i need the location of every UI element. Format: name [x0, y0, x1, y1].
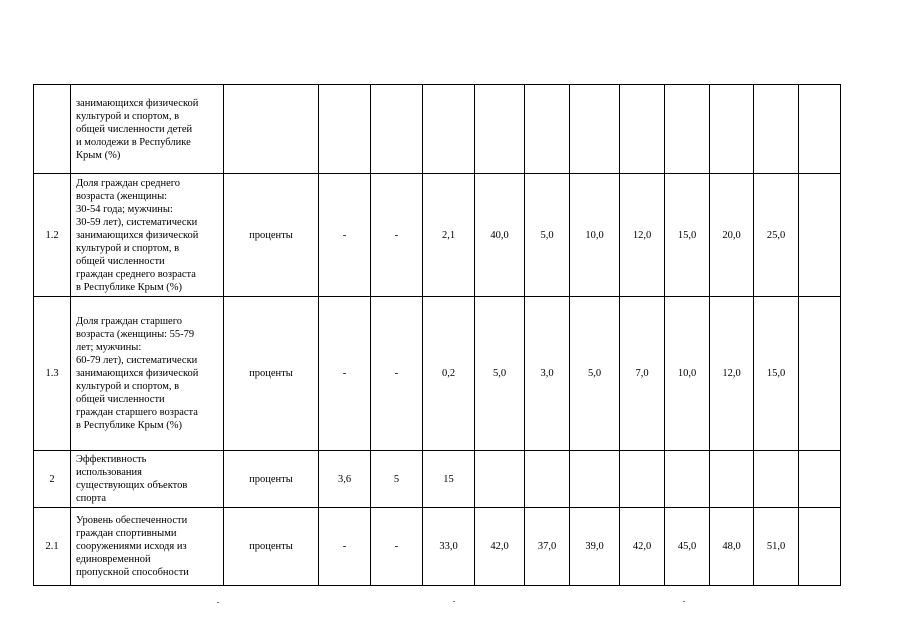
value-cell: 48,0: [710, 508, 754, 586]
indicator-description: [71, 451, 224, 508]
description-line: Доля граждан среднего: [76, 177, 181, 189]
value-cell: 20,0: [710, 174, 754, 297]
value-cell: [710, 451, 754, 508]
table-row: [34, 451, 841, 508]
value-cell: [754, 85, 799, 174]
description-line: Уровень обеспеченности: [76, 515, 188, 526]
value-cell: 15,0: [754, 297, 799, 451]
description-line: Крым (%): [76, 149, 121, 161]
value-cell: 12,0: [710, 297, 754, 451]
scan-speck: [683, 601, 685, 602]
value-cell: 3,0: [525, 297, 570, 451]
description-line: Доля граждан старшего: [76, 316, 183, 327]
value-cell: [570, 451, 620, 508]
value-cell: [710, 85, 754, 174]
description-line: сооружениями исходя из: [76, 541, 187, 552]
row-number: 1.3: [34, 297, 71, 451]
value-cell: 5,0: [570, 297, 620, 451]
value-cell: [525, 451, 570, 508]
value-cell: 5: [371, 451, 423, 508]
value-cell: 37,0: [525, 508, 570, 586]
value-cell: 42,0: [620, 508, 665, 586]
value-cell: 15: [423, 451, 475, 508]
value-cell: 40,0: [475, 174, 525, 297]
value-cell: 33,0: [423, 508, 475, 586]
value-cell: 0,2: [423, 297, 475, 451]
unit-cell: [224, 85, 319, 174]
description-line: культурой и спортом, в: [76, 110, 180, 122]
value-cell: 42,0: [475, 508, 525, 586]
value-cell: [319, 85, 371, 174]
unit-cell: проценты: [224, 297, 319, 451]
value-cell: 7,0: [620, 297, 665, 451]
row-number: 2.1: [34, 508, 71, 586]
description-line: граждан спортивными: [76, 528, 177, 539]
value-cell: [423, 85, 475, 174]
description-line: граждан старшего возраста: [76, 407, 198, 418]
description-line: лет; мужчины:: [76, 342, 142, 353]
table-row: [34, 85, 841, 174]
value-cell: 51,0: [754, 508, 799, 586]
value-cell: [665, 451, 710, 508]
description-line: и молодежи в Республике: [76, 136, 191, 148]
value-cell: [371, 85, 423, 174]
description-line: общей численности: [76, 394, 165, 405]
value-cell: -: [319, 508, 371, 586]
row-number: 2: [34, 451, 71, 508]
indicator-description: [71, 85, 224, 174]
value-cell: 39,0: [570, 508, 620, 586]
description-line: возраста (женщины:: [76, 190, 168, 202]
row-number: [34, 85, 71, 174]
description-line: занимающихся физической: [76, 368, 199, 379]
indicators-table: [33, 84, 841, 586]
value-cell: 25,0: [754, 174, 799, 297]
value-cell: [799, 85, 841, 174]
value-cell: -: [319, 174, 371, 297]
description-line: возраста (женщины: 55-79: [76, 329, 195, 340]
value-cell: [475, 85, 525, 174]
row-number: 1.2: [34, 174, 71, 297]
value-cell: [525, 85, 570, 174]
value-cell: 12,0: [620, 174, 665, 297]
description-line: существующих объектов: [76, 480, 188, 491]
description-line: 30-59 лет), систематически: [76, 216, 198, 228]
description-line: единовременной: [76, 554, 151, 565]
unit-cell: проценты: [224, 508, 319, 586]
description-line: в Республике Крым (%): [76, 281, 182, 293]
value-cell: 3,6: [319, 451, 371, 508]
value-cell: 5,0: [475, 297, 525, 451]
value-cell: -: [371, 297, 423, 451]
description-line: Эффективность: [76, 454, 147, 465]
value-cell: [799, 508, 841, 586]
description-line: общей численности детей: [76, 123, 193, 135]
value-cell: [799, 297, 841, 451]
value-cell: [620, 451, 665, 508]
value-cell: -: [319, 297, 371, 451]
description-line: спорта: [76, 493, 107, 504]
indicator-description: [71, 297, 224, 451]
indicator-description: [71, 174, 224, 297]
description-line: занимающихся физической: [76, 97, 199, 109]
description-line: граждан среднего возраста: [76, 268, 196, 280]
description-line: культурой и спортом, в: [76, 242, 180, 254]
value-cell: [799, 451, 841, 508]
table-row: [34, 174, 841, 297]
table-row: [34, 508, 841, 586]
table-row: [34, 297, 841, 451]
value-cell: -: [371, 174, 423, 297]
scan-speck: [453, 601, 455, 602]
description-line: 60-79 лет), систематически: [76, 355, 198, 366]
value-cell: [570, 85, 620, 174]
value-cell: [665, 85, 710, 174]
description-line: использования: [76, 467, 142, 478]
description-line: культурой и спортом, в: [76, 381, 180, 392]
value-cell: 10,0: [665, 297, 710, 451]
unit-cell: проценты: [224, 451, 319, 508]
value-cell: [754, 451, 799, 508]
unit-cell: проценты: [224, 174, 319, 297]
value-cell: [620, 85, 665, 174]
value-cell: [799, 174, 841, 297]
scan-speck: [217, 602, 219, 603]
value-cell: 45,0: [665, 508, 710, 586]
description-line: в Республике Крым (%): [76, 420, 182, 431]
description-line: 30-54 года; мужчины:: [76, 203, 173, 215]
value-cell: 15,0: [665, 174, 710, 297]
description-line: пропускной способности: [76, 567, 189, 578]
description-line: занимающихся физической: [76, 229, 199, 241]
description-line: общей численности: [76, 255, 165, 267]
indicator-description: [71, 508, 224, 586]
value-cell: 10,0: [570, 174, 620, 297]
value-cell: 2,1: [423, 174, 475, 297]
value-cell: 5,0: [525, 174, 570, 297]
value-cell: [475, 451, 525, 508]
value-cell: -: [371, 508, 423, 586]
